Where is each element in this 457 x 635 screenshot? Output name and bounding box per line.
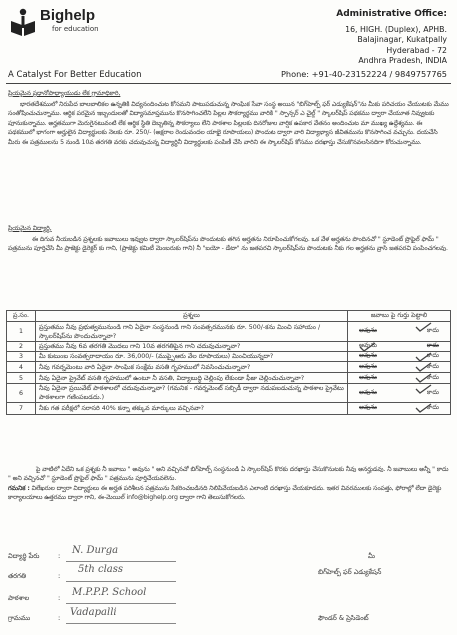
answer-no-option[interactable]: కాదు xyxy=(426,352,439,359)
answer-cell[interactable] xyxy=(348,403,451,415)
school-label: పాఠశాల xyxy=(8,594,30,602)
student-name-label: విద్యార్థి పేరు xyxy=(8,552,40,560)
eligibility-table xyxy=(6,310,451,415)
answer-options xyxy=(351,363,447,372)
question-text: నీకు గత పరీక్షలో సరాసరి 40% కన్నా తక్కువ మార్కులు వచ్చినవా? xyxy=(36,403,348,415)
school-underline xyxy=(66,603,176,604)
class-value: 5th class xyxy=(78,564,124,575)
name-underline xyxy=(66,561,176,562)
answer-no-option[interactable]: కాదు xyxy=(426,404,439,411)
question-text: మీ కుటుంబ సంవత్సరాదాయం రూ. 36,000/- (ముప్పైఆరు వేల రూపాయలు) మించియున్నదా? xyxy=(36,352,348,362)
class-label: తరగతి xyxy=(8,572,27,580)
question-number: 6 xyxy=(7,384,36,403)
village-underline xyxy=(66,623,176,624)
email-line: info@bighelp.org ద్వారా గాని తెలుసుకోగలరు. xyxy=(126,494,246,502)
signature-organization: బిగ్‌హెల్ప్ ఫర్ ఎడ్యుకేషన్ xyxy=(318,568,382,576)
question-number: 4 xyxy=(7,362,36,373)
question-text: నీవు ఏదైనా ప్రయివేట్ పాఠశాలలో చదువుచున్నావా? (గమనిక - గవర్నమెంట్ సబ్సిడీ ద్వారా నడుపబడుచున్న పాఠశాల ప్రైవేటు పాఠశాలగా గణింపబడదు.) xyxy=(36,384,348,403)
answer-cell[interactable] xyxy=(348,384,451,403)
note-label: గమనిక : xyxy=(8,485,30,492)
table-row xyxy=(7,373,451,384)
answer-cell[interactable] xyxy=(348,352,451,362)
question-text: నీవు ఏదైనా ప్రైవేట్ వసతి గృహములో ఉంటూ నీ వసతి, విద్యాబుద్ధి చెల్లింపు లేకుండా ఫీజు చెల్లించుచున్నావా? xyxy=(36,373,348,384)
guidance-note xyxy=(8,484,449,503)
answer-cell[interactable] xyxy=(348,322,451,342)
colon: : xyxy=(58,552,61,560)
answer-yes-option[interactable]: అవును xyxy=(359,327,377,334)
address-line: Balajinagar, Kukatpally xyxy=(357,35,447,45)
question-text: నీవు గవర్నమెంటు వారి ఏదైనా సాంఘిక సంక్షేమ వసతి గృహములో నివసించుచున్నావా? xyxy=(36,362,348,373)
table-header-row xyxy=(7,311,451,322)
village-value: Vadapalli xyxy=(70,607,117,618)
student-salutation-text: ప్రియమైన విద్యార్థి, xyxy=(8,225,52,232)
colon: : xyxy=(58,614,61,622)
brand-subtitle: for education xyxy=(52,25,99,33)
signature-role: ఫౌండర్ & ప్రెసిడెంట్ xyxy=(318,614,369,622)
answer-options xyxy=(351,389,447,398)
class-underline xyxy=(66,581,176,582)
answer-no-option[interactable]: కాదు xyxy=(426,342,439,349)
answer-yes-option[interactable]: అవును xyxy=(359,373,377,381)
book-lamp-logo-icon xyxy=(10,7,36,37)
answer-cell[interactable] xyxy=(348,342,451,352)
signature-salutation: మీ xyxy=(368,552,375,560)
office-title: Administrative Office: xyxy=(336,9,447,19)
table-row xyxy=(7,322,451,342)
answer-cell[interactable] xyxy=(348,373,451,384)
intro-paragraph: భారతదేశములో నిరుపేద బాలబాలికల ఉన్నతికి విద్యనందించుట కోసమని పాటుపడుచున్న సాంఘిక సేవా సంస్థ అయిన "బిగ్‌హెల్ప్ ఫర్ ఎడ్యుకేషన్"ను మీకు పరిచయం చేయుటకు మేము సంతోషించుచున్నాము. ఆర్థిక పరమైన ఇబ్బందులతో విద్యాసమాప్తమును కొనసాగించలేని పిల్లల సౌకర్యార్థము వారికి " స్పాన్సర్ ఎ చైల్డ్ " స్కాలర్‌షిప్ పథకము ద్వారా చేయూత నివ్వుటకు పూనుకున్నాము. అర్హతముగా మెరుగైనటువంటి లేక ఆర్థిక స్థితి దెబ్బతిన్న సౌకర్యాలు లేని పాఠశాల పిల్లలకు దినరోజుల వార్షిక ఉపకార వేతనం అందించుట మా ముఖ్య ఉద్దేశ్యము. ఈ పథకములో భాగంగా అర్హులైన విద్యార్థులకు నెలకు రూ. 250/- (అక్షరాల రెండువందల యాభై రూపాయలు) పొందుట ద్వారా వారి విద్యాభ్యాస జీవితమును కొనసాగించ వచ్చును. దయచేసి మీరు ఈ పత్రములను 5 నుండి 10వ తరగతి వరకు చదువుచున్న విద్యార్థినీ విద్యార్థులకు పంపిణీ చేసి వారిని ఈ స్కాలర్‌షిప్ కోసము దరఖాస్తు చేసుకొనవలసినదిగా కోరుచున్నాము. xyxy=(8,101,449,146)
table-row xyxy=(7,403,451,415)
col-header-answer: జవాబు పై గుర్తు పెట్టాలి xyxy=(348,311,451,322)
note-text: విలేఖరుల ద్వారా విద్యార్థులు ఈ అర్హత పరిశీలన పత్రమును సేకరించబడినది నిలిపివేయబడిన ఎలాంటి దరఖాస్తు చేయకూడదు. ఇతర వివరములకు సంపత్తు, ఫోరాల్లో లేదా డైరెక్టు కార్యాలయాలు ఉత్తరము ద్వారా గాని, ఈ-మెయిల్ xyxy=(8,485,442,502)
question-number: 7 xyxy=(7,403,36,415)
question-text: ప్రస్తుతము నీవు ప్రభుత్వమునుండి గాని ఏదైనా సంస్థనుండి గాని సంవత్సరమునకు రూ. 500/-కను మించి సహాయం / స్కాలర్‌షిప్‌ను పొందుచున్నావా? xyxy=(36,322,348,342)
answer-yes-option[interactable]: అవును xyxy=(359,352,377,359)
salutation xyxy=(8,89,449,98)
phone-number: Phone: +91-40-23152224 / 9849757765 xyxy=(280,68,447,79)
answer-cell[interactable] xyxy=(348,362,451,373)
checkmark-icon xyxy=(414,384,432,394)
checkmark-icon xyxy=(414,352,432,362)
office-address-block xyxy=(281,9,447,80)
answer-options xyxy=(351,374,447,383)
question-number: 5 xyxy=(7,373,36,384)
village-label: గ్రామము xyxy=(8,614,31,622)
checkmark-icon xyxy=(414,322,432,332)
eligibility-note: పై వాటిలో ఏదేని ఒక ప్రశ్నకు నీ జవాబు " అవును " అని వచ్చినచో బిగ్‌హెల్ప్ సంస్థనుండి ఏ స్కాలర్‌షిప్ కొరకు దరఖాస్తు చేసుకొనుటకు నీవు అనర్హుడవు. నీ జవాబులు అన్నీ " కాదు " అని వచ్చినచో " స్టూడెంట్ ప్రొఫైల్ ఫామ్ " పత్రమును పూర్తిచేయవలెను. xyxy=(8,466,449,483)
salutation-text: ప్రియమైన ప్రధానోపాధ్యాయుడు లేక గ్రామాధికారి, xyxy=(8,90,121,97)
address-line: Andhra Pradesh, INDIA xyxy=(358,56,447,66)
question-number: 3 xyxy=(7,352,36,362)
school-value: M.P.P.P. School xyxy=(72,587,147,598)
answer-options xyxy=(351,352,447,361)
answer-options xyxy=(351,327,447,336)
address-line: Hyderabad - 72 xyxy=(386,45,447,55)
col-header-number: ప్ర.సం. xyxy=(7,311,36,322)
question-number: 2 xyxy=(7,342,36,352)
answer-yes-option[interactable]: అవును xyxy=(359,362,377,370)
colon: : xyxy=(58,572,61,580)
question-text: ప్రస్తుతము నీవు 6వ తరగతి మొదలు గాని 10వ తరగతిపైన గాని చదువుచున్నావా? xyxy=(36,342,348,352)
answer-no-option[interactable]: కాదు xyxy=(426,373,439,381)
answer-options xyxy=(351,404,447,413)
brand-name: Bighelp xyxy=(40,7,95,24)
student-salutation xyxy=(8,224,449,233)
table-row xyxy=(7,352,451,362)
table-row xyxy=(7,362,451,373)
checkmark-icon xyxy=(414,373,432,383)
header-divider xyxy=(6,83,451,84)
table-row xyxy=(7,384,451,403)
answer-yes-option[interactable]: అవును xyxy=(359,404,377,411)
question-number: 1 xyxy=(7,322,36,342)
student-name-value: N. Durga xyxy=(72,545,119,556)
answer-yes-option[interactable]: అవును xyxy=(359,342,377,349)
answer-yes-option[interactable]: అవును xyxy=(359,388,377,396)
checkmark-icon xyxy=(358,342,376,352)
table-row xyxy=(7,342,451,352)
checkmark-icon xyxy=(414,362,432,372)
checkmark-icon xyxy=(414,403,432,413)
instructions-paragraph: ఈ దిగువ నీయబడిన ప్రశ్నలకు జవాబులు ఇవ్వుట ద్వారా స్కాలర్‌షిప్‌ను పొందుటకు తగిన అర్హతను నిరూపించుకోగలవు. ఒక వేళ అర్హతను పొందినచో " స్టూడెంట్ ప్రొఫైల్ ఫామ్ " పత్రమును పూర్తిచేసి మీ ప్రాజెక్టు డైరెక్టర్ కు గాని, (ప్రాజెక్టు కమిటీ మెంబరుకు గాని) నీ "బయో - డేటా" ను జతపరచి స్కాలర్‌షిప్‌ను పొందుటకు నీకు గల అర్హతను వ్రాసి జతపరచి పంపించగలవు. xyxy=(8,236,448,253)
address-line: 16, HIGH. (Duplex), APHB. xyxy=(345,24,447,34)
answer-no-option[interactable]: కాదు xyxy=(426,362,439,370)
colon: : xyxy=(58,594,61,602)
answer-no-option[interactable]: కాదు xyxy=(426,388,439,396)
tagline: A Catalyst For Better Education xyxy=(8,70,142,80)
answer-no-option[interactable]: కాదు xyxy=(426,327,439,334)
col-header-question: ప్రశ్నలు xyxy=(36,311,348,322)
